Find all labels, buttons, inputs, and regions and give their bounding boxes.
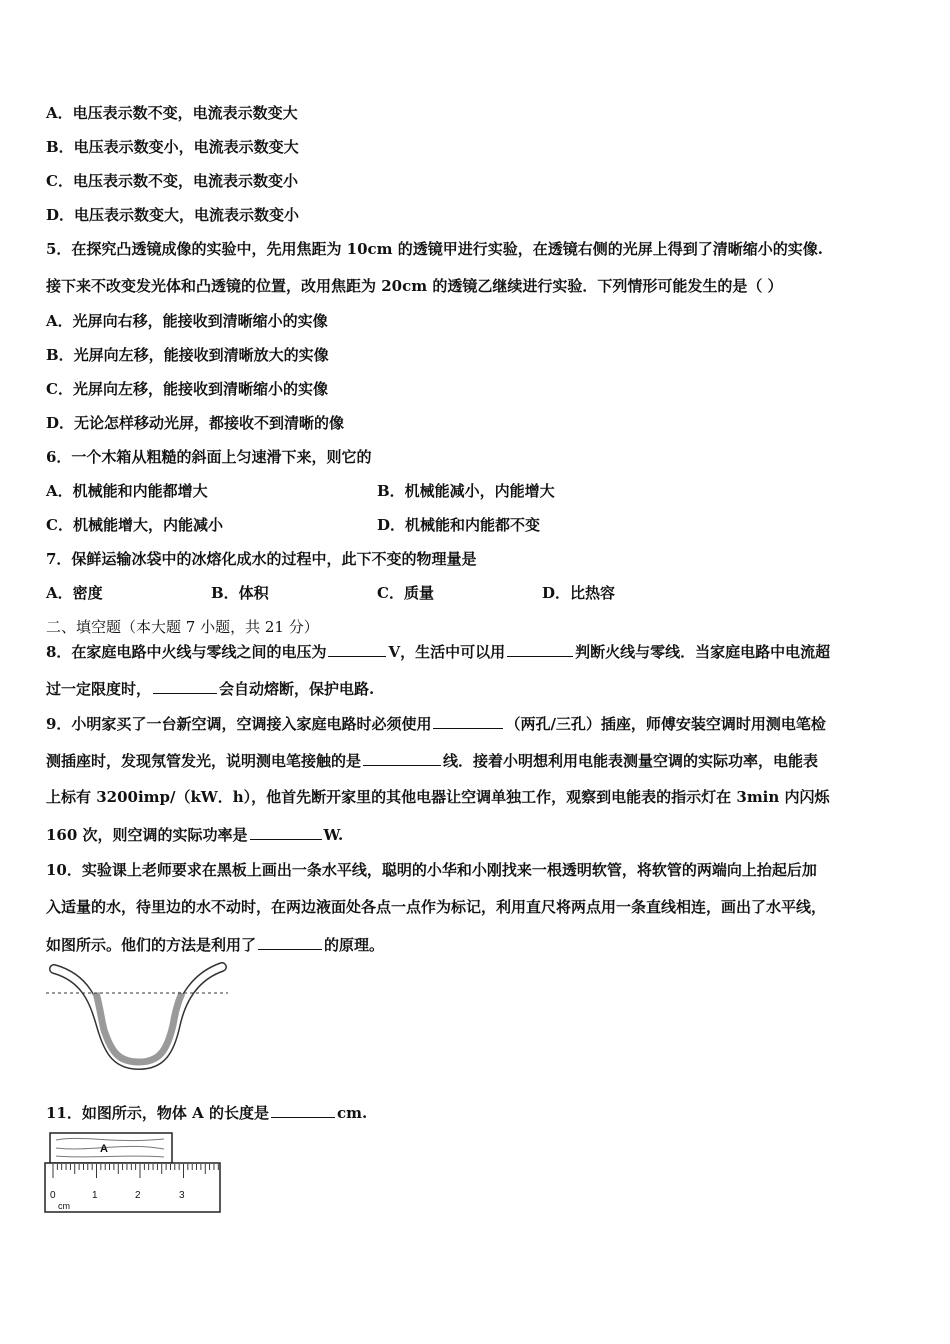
q9-text-6: 160 次，则空调的实际功率是: [46, 826, 248, 844]
q9-blank-power: [250, 824, 322, 840]
u-tube-figure: [46, 962, 228, 1078]
q10-text-3: 如图所示。他们的方法是利用了: [46, 936, 257, 954]
tick-label-0: 0: [50, 1190, 56, 1201]
unit-label: cm: [58, 1201, 70, 1211]
q7-stem: 7．保鲜运输冰袋中的冰熔化成水的过程中，此下不变的物理量是: [46, 550, 477, 568]
q9-line3: 上标有 3200imp/（kW．h），他首先断开家里的其他电器让空调单独工作，观察到电能表的指示灯在 3min 内闪烁: [46, 788, 830, 806]
q7-option-d: D．比热容: [542, 584, 616, 602]
q8-line1: [46, 641, 830, 662]
tick-label-2: 2: [135, 1190, 141, 1201]
q10-line3: [46, 934, 384, 955]
q5-stem-line1: 5．在探究凸透镜成像的实验中，先用焦距为 10cm 的透镜甲进行实验，在透镜右侧的光屏上得到了清晰缩小的实像.: [46, 240, 823, 258]
q7-option-c: C．质量: [377, 584, 434, 602]
q6-option-c: C．机械能增大，内能减小: [46, 516, 223, 534]
q11-blank-length: [271, 1102, 335, 1118]
q6-option-a: A．机械能和内能都增大: [46, 482, 208, 500]
q8-blank-tool: [507, 641, 573, 657]
object-label: A: [100, 1143, 108, 1155]
q4-option-b: B．电压表示数变小，电流表示数变大: [46, 138, 299, 156]
q11-text-1: 11．如图所示，物体 A 的长度是: [46, 1104, 269, 1122]
tube-inner: [54, 967, 222, 1065]
q4-option-c: C．电压表示数不变，电流表示数变小: [46, 172, 298, 190]
q8-blank-voltage: [328, 641, 386, 657]
q9-text-1: 9．小明家买了一台新空调，空调接入家庭电路时必须使用: [46, 715, 432, 733]
q5-stem-line2: 接下来不改变发光体和凸透镜的位置，改用焦距为 20cm 的透镜乙继续进行实验．下列情形可能发生的是（ ）: [46, 277, 783, 295]
q7-option-a: A．密度: [46, 584, 103, 602]
q9-line2: [46, 750, 818, 771]
section-title: 二、填空题（本大题 7 小题，共 21 分）: [46, 618, 319, 636]
q10-blank-principle: [258, 934, 322, 950]
q8-text-5: 会自动熔断，保护电路.: [219, 680, 375, 698]
q8-text-1: 8．在家庭电路中火线与零线之间的电压为: [46, 643, 327, 661]
q5-option-d: D．无论怎样移动光屏，都接收不到清晰的像: [46, 414, 345, 432]
q8-blank-fuse: [153, 678, 217, 694]
ruler-body: [45, 1163, 220, 1212]
q4-option-d: D．电压表示数变大，电流表示数变小: [46, 206, 300, 224]
q9-line4: [46, 824, 343, 845]
q8-line2: [46, 678, 374, 699]
q6-option-b: B．机械能减小，内能增大: [377, 482, 555, 500]
q9-line1: [46, 713, 826, 734]
q9-text-3: 测插座时，发现氖管发光，说明测电笔接触的是: [46, 752, 362, 770]
q8-text-4: 过一定限度时，: [46, 680, 152, 698]
q7-option-b: B．体积: [211, 584, 269, 602]
ruler-figure: [44, 1130, 226, 1214]
tick-label-3: 3: [179, 1190, 185, 1201]
q9-text-2: （两孔/三孔）插座，师傅安装空调时用测电笔检: [505, 715, 826, 733]
q9-text-4: 线．接着小明想利用电能表测量空调的实际功率，电能表: [443, 752, 819, 770]
q5-option-a: A．光屏向右移，能接收到清晰缩小的实像: [46, 312, 328, 330]
q5-option-b: B．光屏向左移，能接收到清晰放大的实像: [46, 346, 329, 364]
q6-option-d: D．机械能和内能都不变: [377, 516, 541, 534]
q5-option-c: C．光屏向左移，能接收到清晰缩小的实像: [46, 380, 328, 398]
q6-stem: 6．一个木箱从粗糙的斜面上匀速滑下来，则它的: [46, 448, 372, 466]
q10-line1: 10．实验课上老师要求在黑板上画出一条水平线，聪明的小华和小刚找来一根透明软管，将软管的两端向上抬起后加: [46, 861, 817, 879]
q9-blank-wire: [363, 750, 441, 766]
q11-text-2: cm.: [336, 1104, 368, 1122]
tick-label-1: 1: [92, 1190, 98, 1201]
q9-blank-socket: [433, 713, 503, 729]
q11-line: [46, 1102, 367, 1123]
q10-line2: 入适量的水，待里边的水不动时，在两边液面处各点一点作为标记，利用直尺将两点用一条直线相连，画出了水平线，: [46, 898, 827, 916]
q8-text-3: 判断火线与零线．当家庭电路中电流超: [575, 643, 831, 661]
q4-option-a: A．电压表示数不变，电流表示数变大: [46, 104, 298, 122]
q10-text-4: 的原理。: [324, 936, 385, 954]
q8-text-2: V，生活中可以用: [388, 643, 506, 661]
q9-text-7: W.: [323, 826, 344, 844]
